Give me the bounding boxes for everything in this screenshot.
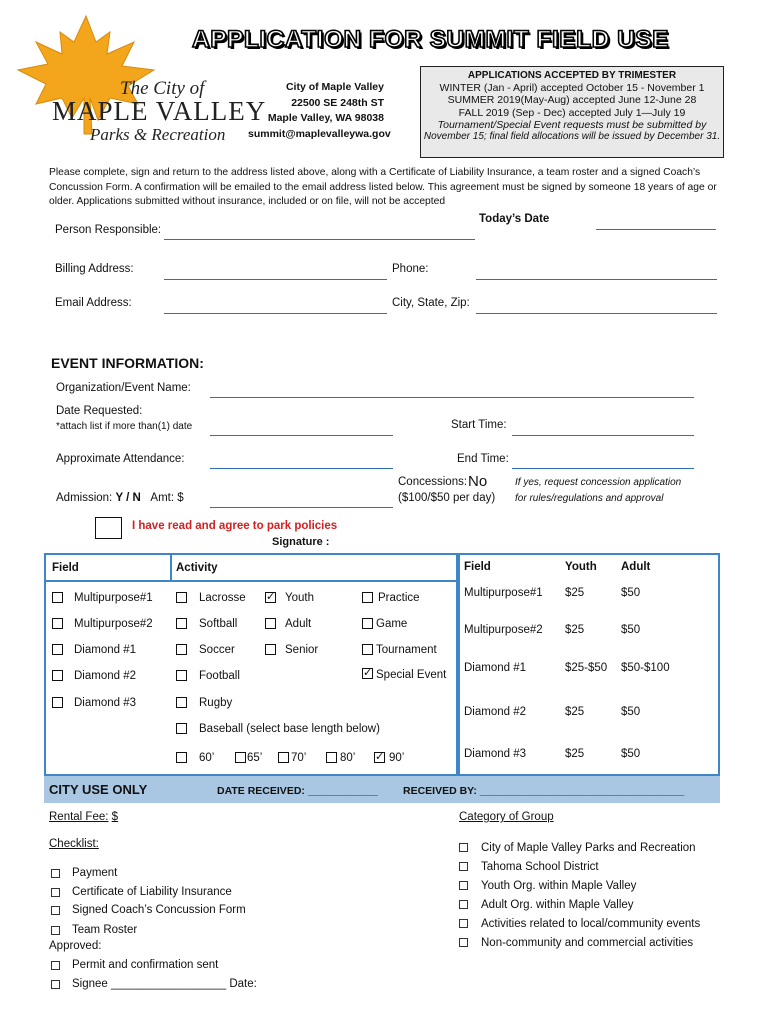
checklist-item: Certificate of Liability Insurance bbox=[72, 886, 232, 898]
received-by[interactable]: RECEIVED BY: ___________________________________ bbox=[403, 785, 685, 797]
admission-label: Admission: bbox=[56, 492, 113, 504]
field-label: Multipurpose#2 bbox=[74, 618, 153, 630]
activity-label: Soccer bbox=[199, 644, 235, 656]
org-event-field[interactable] bbox=[210, 397, 694, 398]
fees-cell: Multipurpose#2 bbox=[464, 624, 543, 636]
start-time-label: Start Time: bbox=[451, 419, 507, 431]
checklist-checkbox-concussion[interactable] bbox=[51, 906, 60, 915]
type-checkbox-game[interactable] bbox=[362, 618, 373, 629]
agree-checkbox[interactable] bbox=[95, 517, 122, 539]
checklist-checkbox-insurance[interactable] bbox=[51, 888, 60, 897]
address-street: 22500 SE 248th ST bbox=[291, 96, 384, 109]
rental-fee-label: Rental Fee: bbox=[49, 811, 109, 823]
field-header: Field bbox=[52, 562, 79, 574]
fees-cell: Multipurpose#1 bbox=[464, 587, 543, 599]
activity-header: Activity bbox=[176, 562, 218, 574]
category-checkbox-school[interactable] bbox=[459, 862, 468, 871]
type-label: Game bbox=[376, 618, 408, 630]
admission-yn[interactable]: Y / N bbox=[115, 492, 141, 504]
activity-checkbox-soccer[interactable] bbox=[176, 644, 187, 655]
signature-label: Signature : bbox=[272, 536, 330, 548]
admission-row bbox=[56, 492, 184, 504]
age-checkbox-adult[interactable] bbox=[265, 618, 276, 629]
intro-text bbox=[49, 166, 717, 210]
amount-label: Amt: $ bbox=[150, 492, 184, 504]
end-time-field[interactable] bbox=[512, 468, 694, 469]
event-info-heading: EVENT INFORMATION: bbox=[51, 355, 204, 371]
trimester-box bbox=[420, 66, 724, 158]
fees-cell: $25 bbox=[565, 706, 585, 718]
city-use-label: CITY USE ONLY bbox=[49, 782, 148, 797]
type-label: Tournament bbox=[376, 644, 437, 656]
checklist-item: Team Roster bbox=[72, 924, 138, 936]
mailing-address bbox=[248, 80, 391, 142]
date-requested-field[interactable] bbox=[210, 435, 393, 436]
person-responsible-label: Person Responsible: bbox=[55, 224, 162, 236]
fees-header-youth: Youth bbox=[565, 561, 597, 573]
address-email: summit@maplevalleywa.gov bbox=[248, 127, 391, 140]
age-label: Senior bbox=[285, 644, 319, 656]
base-label: 80’ bbox=[340, 752, 356, 764]
intro-line-1: Please complete, sign and return to the address listed above, along with a Certificate of Liability Insurance, a team roster and a signed Coach’s bbox=[49, 167, 701, 178]
category-item: Tahoma School District bbox=[481, 861, 599, 873]
trimester-winter: WINTER (Jan - April) accepted October 15 - November 1 bbox=[439, 82, 705, 95]
date-requested-note: *attach list if more than(1) date bbox=[56, 421, 193, 432]
category-heading: Category of Group bbox=[459, 811, 554, 823]
city-state-zip-field[interactable] bbox=[476, 313, 717, 314]
fees-header-adult: Adult bbox=[621, 561, 651, 573]
activity-checkbox-softball[interactable] bbox=[176, 618, 187, 629]
age-label: Youth bbox=[285, 592, 314, 604]
type-checkbox-special-event[interactable] bbox=[362, 668, 373, 679]
city-state-zip-label: City, State, Zip: bbox=[392, 297, 470, 309]
billing-address-field[interactable] bbox=[164, 279, 387, 280]
approved-item: Signee __________________ Date: bbox=[72, 978, 257, 990]
base-label: 90’ bbox=[389, 752, 405, 764]
intro-line-3: older. Applications submitted without insurance, included or on file, will not be accepted bbox=[49, 196, 446, 207]
trimester-note-1: Tournament/Special Event requests must be submitted by bbox=[437, 118, 707, 131]
activity-checkbox-lacrosse[interactable] bbox=[176, 592, 187, 603]
fees-cell: Diamond #3 bbox=[464, 748, 527, 760]
date-received[interactable]: DATE RECEIVED: ____________ bbox=[217, 785, 378, 797]
concessions-note-2: for rules/regulations and approval bbox=[515, 493, 664, 504]
date-requested-label: Date Requested: bbox=[56, 405, 143, 417]
type-label: Practice bbox=[378, 592, 420, 604]
fees-cell: $50 bbox=[621, 587, 641, 599]
fees-cell: $25 bbox=[565, 748, 585, 760]
activity-label: Football bbox=[199, 670, 240, 682]
intro-line-2: Concussion Form. A confirmation will be emailed to the email address listed below. This agreement must be signed by someone 18 years of age or bbox=[49, 181, 717, 193]
todays-date-label: Today’s Date bbox=[479, 213, 550, 225]
base-checkbox-65[interactable] bbox=[235, 752, 246, 763]
category-checkbox-commercial[interactable] bbox=[459, 938, 468, 947]
fees-cell: $50-$100 bbox=[621, 662, 670, 674]
category-item: Activities related to local/community events bbox=[481, 918, 701, 930]
fees-cell: $50 bbox=[621, 624, 641, 636]
checklist-heading: Checklist: bbox=[49, 838, 99, 850]
category-checkbox-adult-org[interactable] bbox=[459, 900, 468, 909]
trimester-heading: APPLICATIONS ACCEPTED BY TRIMESTER bbox=[467, 70, 677, 81]
field-checkbox-multipurpose2[interactable] bbox=[52, 618, 63, 629]
category-item: City of Maple Valley Parks and Recreation bbox=[481, 842, 696, 854]
activity-label: Softball bbox=[199, 618, 238, 630]
concessions-value[interactable]: No bbox=[468, 473, 488, 490]
person-responsible-field[interactable] bbox=[164, 239, 475, 240]
org-event-label: Organization/Event Name: bbox=[56, 382, 191, 394]
logo-text-maple-valley: MAPLE VALLEY bbox=[52, 96, 267, 126]
phone-field[interactable] bbox=[476, 279, 717, 280]
category-checkbox-parks[interactable] bbox=[459, 843, 468, 852]
category-item: Adult Org. within Maple Valley bbox=[481, 899, 634, 911]
fees-cell: $25 bbox=[565, 624, 585, 636]
type-checkbox-tournament[interactable] bbox=[362, 644, 373, 655]
category-checkbox-youth-org[interactable] bbox=[459, 881, 468, 890]
field-checkbox-diamond2[interactable] bbox=[52, 670, 63, 681]
category-checkbox-local-events[interactable] bbox=[459, 919, 468, 928]
fees-cell: $25-$50 bbox=[565, 662, 608, 674]
checklist-checkbox-roster[interactable] bbox=[51, 926, 60, 935]
concessions-note-1: If yes, request concession application bbox=[515, 477, 682, 488]
page-title: APPLICATION FOR SUMMIT FIELD USE bbox=[192, 26, 669, 53]
concessions-price: ($100/$50 per day) bbox=[398, 492, 496, 504]
amount-field[interactable] bbox=[210, 507, 393, 508]
field-checkbox-diamond3[interactable] bbox=[52, 697, 63, 708]
address-city: Maple Valley, WA 98038 bbox=[267, 112, 384, 124]
field-checkbox-diamond1[interactable] bbox=[52, 644, 63, 655]
type-label: Special Event bbox=[376, 669, 447, 681]
type-checkbox-practice[interactable] bbox=[362, 592, 373, 603]
rental-fee-value[interactable]: $ bbox=[111, 811, 119, 823]
field-checkbox-multipurpose1[interactable] bbox=[52, 592, 63, 603]
agree-text: I have read and agree to park policies bbox=[132, 520, 338, 532]
approved-heading: Approved: bbox=[49, 940, 102, 952]
end-time-label: End Time: bbox=[457, 453, 509, 465]
trimester-note-2: November 15; final field allocations will be issued by December 31. bbox=[423, 131, 721, 143]
trimester-summer: SUMMER 2019(May-Aug) accepted June 12-June 28 bbox=[447, 94, 697, 107]
logo-text-city-of: The City of bbox=[120, 78, 205, 99]
field-label: Diamond #2 bbox=[74, 670, 137, 682]
trimester-fall: FALL 2019 (Sep - Dec) accepted July 1—July 19 bbox=[458, 106, 686, 119]
activity-label: Lacrosse bbox=[199, 592, 246, 604]
billing-address-label: Billing Address: bbox=[55, 263, 134, 275]
fees-header-field: Field bbox=[464, 561, 491, 573]
approved-checkbox-permit[interactable] bbox=[51, 961, 60, 970]
field-label: Diamond #1 bbox=[74, 644, 137, 656]
activity-label: Rugby bbox=[199, 697, 233, 709]
base-label: 65’ bbox=[247, 752, 263, 764]
fees-cell: $50 bbox=[621, 748, 641, 760]
activity-label-baseball: Baseball (select base length below) bbox=[199, 723, 380, 735]
fees-cell: $50 bbox=[621, 706, 641, 718]
selection-table bbox=[44, 553, 458, 776]
rental-fee bbox=[49, 811, 118, 823]
activity-checkbox-football[interactable] bbox=[176, 670, 187, 681]
attendance-label: Approximate Attendance: bbox=[56, 453, 185, 465]
checklist-item: Payment bbox=[72, 867, 118, 879]
checklist-checkbox-payment[interactable] bbox=[51, 869, 60, 878]
approved-item: Permit and confirmation sent bbox=[72, 959, 219, 971]
fees-cell: Diamond #2 bbox=[464, 706, 527, 718]
checklist-item: Signed Coach’s Concussion Form bbox=[72, 904, 246, 916]
age-checkbox-youth[interactable] bbox=[265, 592, 276, 603]
selection-table-col-divider bbox=[170, 553, 172, 580]
phone-label: Phone: bbox=[392, 263, 429, 275]
field-label: Diamond #3 bbox=[74, 697, 137, 709]
start-time-field[interactable] bbox=[512, 435, 694, 436]
activity-checkbox-rugby[interactable] bbox=[176, 697, 187, 708]
fees-cell: $25 bbox=[565, 587, 585, 599]
selection-table-header-divider bbox=[44, 580, 458, 582]
address-name: City of Maple Valley bbox=[285, 81, 384, 93]
logo-text-parks-recreation: Parks & Recreation bbox=[90, 125, 226, 144]
base-checkbox-70[interactable] bbox=[278, 752, 289, 763]
email-address-field[interactable] bbox=[164, 313, 387, 314]
approved-checkbox-signee[interactable] bbox=[51, 980, 60, 989]
fees-cell: Diamond #1 bbox=[464, 662, 527, 674]
field-label: Multipurpose#1 bbox=[74, 592, 153, 604]
base-checkbox-90[interactable] bbox=[374, 752, 385, 763]
base-checkbox-60[interactable] bbox=[176, 752, 187, 763]
category-item: Youth Org. within Maple Valley bbox=[481, 880, 637, 892]
todays-date-field[interactable] bbox=[596, 229, 716, 230]
category-item: Non-community and commercial activities bbox=[481, 937, 694, 949]
base-label: 70’ bbox=[291, 752, 307, 764]
email-address-label: Email Address: bbox=[55, 297, 132, 309]
base-label: 60’ bbox=[199, 752, 215, 764]
base-checkbox-80[interactable] bbox=[326, 752, 337, 763]
concessions-label: Concessions: bbox=[398, 476, 468, 488]
age-label: Adult bbox=[285, 618, 312, 630]
activity-checkbox-baseball[interactable] bbox=[176, 723, 187, 734]
age-checkbox-senior[interactable] bbox=[265, 644, 276, 655]
attendance-field[interactable] bbox=[210, 468, 393, 469]
